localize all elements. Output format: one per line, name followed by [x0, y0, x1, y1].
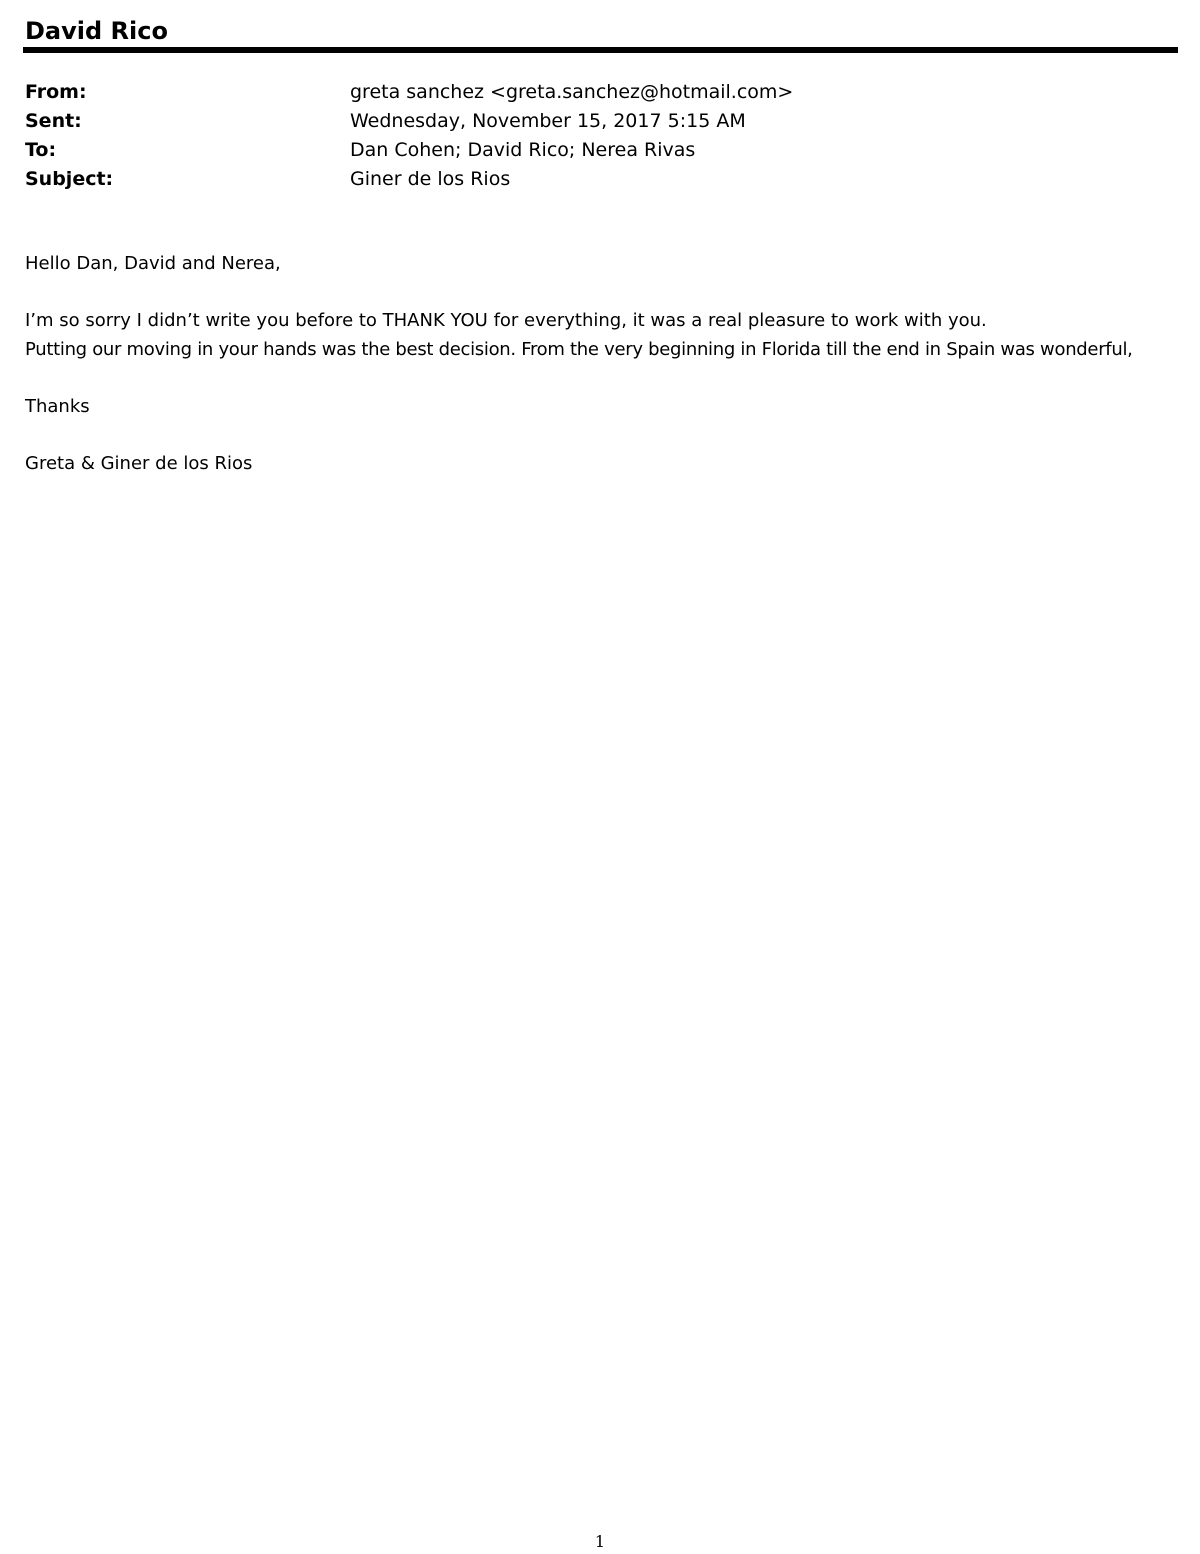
mailbox-owner-name: David Rico [25, 17, 168, 45]
from-label: From: [25, 81, 87, 103]
spacer [25, 279, 1175, 308]
body-line-1: I’m so sorry I didn’t write you before to THANK YOU for everything, it was a real pleasure to work with you. [25, 310, 987, 331]
body-line-2: Putting our moving in your hands was the best decision. From the very beginning in Florida till the end in Spain was wonderful, [25, 338, 1133, 360]
thanks-line: Thanks [25, 395, 90, 417]
subject-label: Subject: [25, 168, 114, 190]
sent-row [25, 107, 1175, 136]
email-body [25, 250, 1175, 478]
subject-value: Giner de los Rios [350, 168, 511, 190]
signature-line: Greta & Giner de los Rios [25, 452, 253, 474]
sent-value: Wednesday, November 15, 2017 5:15 AM [350, 110, 746, 132]
to-value: Dan Cohen; David Rico; Nerea Rivas [350, 139, 696, 161]
email-header [25, 78, 1175, 194]
spacer [25, 364, 1175, 393]
greeting-line: Hello Dan, David and Nerea, [25, 253, 281, 274]
subject-row [25, 165, 1175, 194]
to-row [25, 136, 1175, 165]
from-value: greta sanchez <greta.sanchez@hotmail.com> [350, 81, 794, 103]
sent-label: Sent: [25, 110, 82, 132]
to-label: To: [25, 139, 57, 161]
from-row [25, 78, 1175, 107]
header-divider [23, 47, 1178, 53]
page-number: 1 [594, 1532, 606, 1551]
spacer [25, 421, 1175, 450]
